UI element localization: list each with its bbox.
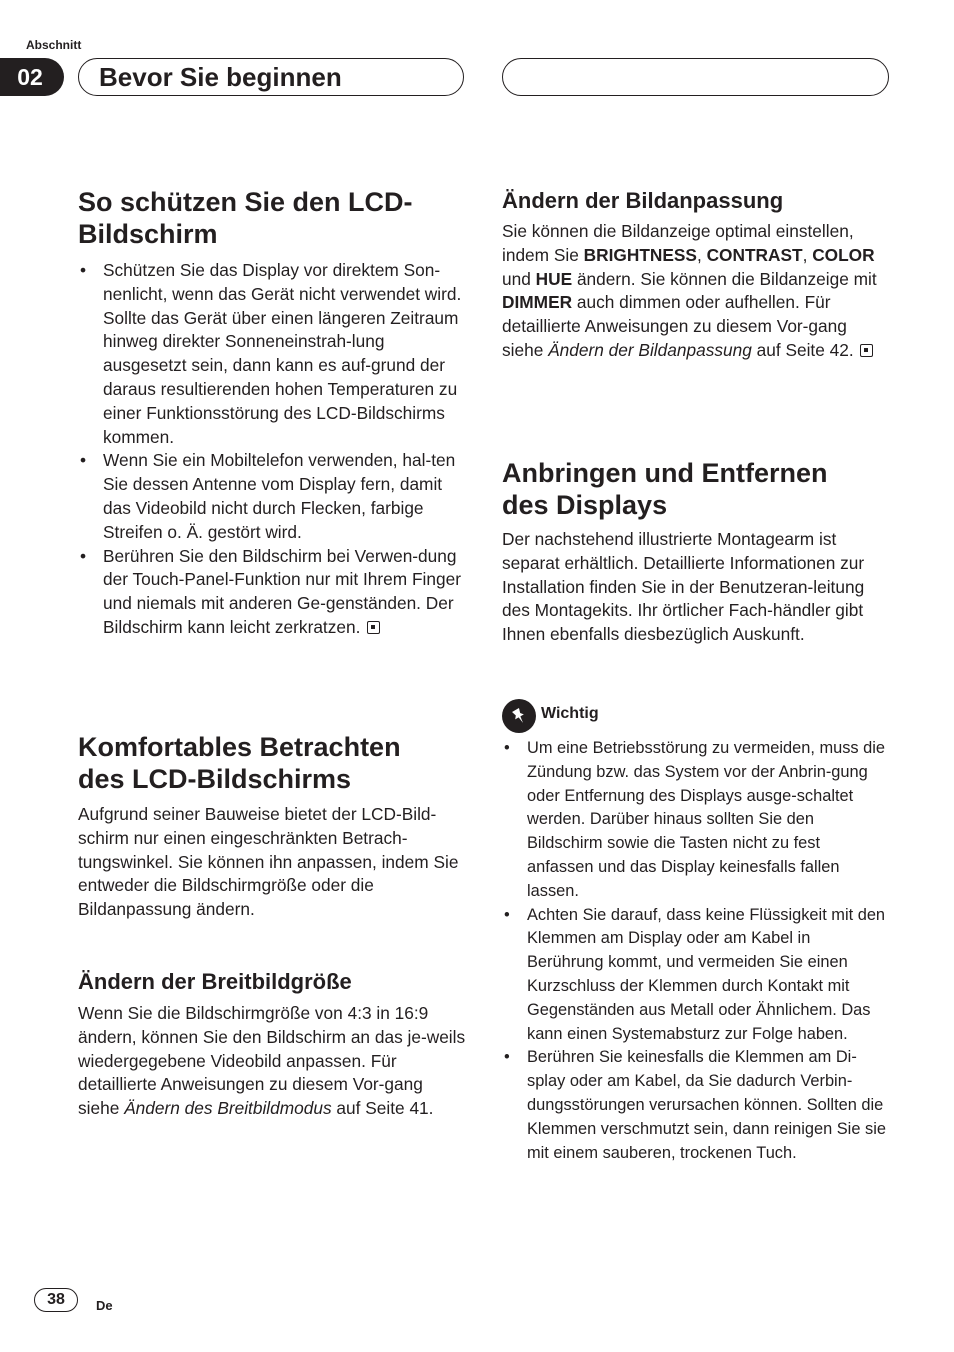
cross-reference: Ändern des Breitbildmodus — [124, 1098, 332, 1119]
heading-picture-adjust: Ändern der Bildanpassung — [502, 188, 784, 213]
list-item: • Berühren Sie den Bildschirm bei Verwen-dung der Touch-Panel-Funktion nur mit Ihrem Finger und niemals mit anderen Ge-genständen. Der Bildschirm kann leicht zerkratzen. — [78, 545, 466, 640]
list-item: • Schützen Sie das Display vor direktem Son-nenlicht, wenn das Gerät nicht verwendet wird. Sollte das Gerät über einen längeren Zeitraum hinweg direkter Sonneneinstrah-lung ausgesetzt sein, dann kann es auf-grund der daraus resultierenden hohen Temperaturen zu einer Funktionsstörung des LCD-Bildschirms kommen. — [78, 259, 466, 449]
heading-mount-display: Anbringen und Entfernen des Displays — [502, 458, 828, 520]
keyword: COLOR — [812, 244, 875, 265]
list-item: • Um eine Betriebsstörung zu vermeiden, muss die Zündung bzw. das System vor der Anbrin-gung oder Entfernung des Displays ausge-schaltet werden. Darüber hinaus sollten Sie den Bildschirm sowie die Tasten nicht zu fest anfassen und das Display keinesfalls fallen lassen. — [502, 737, 890, 904]
heading-lcd-protection: So schützen Sie den LCD- Bildschirm — [78, 187, 413, 249]
page-number: 38 — [34, 1288, 78, 1312]
keyword: DIMMER — [502, 292, 573, 313]
heading-wide-size: Ändern der Breitbildgröße — [78, 969, 352, 994]
chapter-title-box — [78, 58, 464, 96]
keyword: CONTRAST — [706, 244, 803, 265]
list-item: • Wenn Sie ein Mobiltelefon verwenden, hal-ten Sie dessen Antenne vom Display fern, damit das Videobild nicht durch Flecken, farbige Streifen o. Ä. gestört wird. — [78, 449, 466, 544]
header-empty-box — [502, 58, 889, 96]
language-code: De — [96, 1298, 113, 1313]
section-number-badge: 02 — [0, 58, 64, 96]
list-item: • Achten Sie darauf, dass keine Flüssigkeit mit den Klemmen am Display oder am Kabel in Berührung kommt, und vermeiden Sie einen Kurzschluss der Klemmen durch Kontakt mit Gegenständen aus Metall oder Ähnlichem. Das kann einen Systemabsturz zur Folge haben. — [502, 904, 890, 1047]
cross-reference: Ändern der Bildanpassung — [548, 339, 752, 360]
mount-display-text: Der nachstehend illustrierte Montagearm ist separat erhältlich. Detaillierte Informationen zur Installation finden Sie in der Benutzeran-leitung des Montagekits. Ihr örtlicher Fach-händler gibt Ihnen ebenfalls diesbezüglich Auskunft. — [502, 529, 865, 645]
end-mark-icon — [860, 344, 873, 357]
section-label: Abschnitt — [26, 38, 82, 52]
comfortable-viewing-text: Aufgrund seiner Bauweise bietet der LCD-Bild-schirm nur einen eingeschränkten Betrach-tungswinkel. Sie können ihn anpassen, indem Sie entweder die Bildschirmgröße oder die Bildanpassung ändern. — [78, 804, 459, 920]
heading-comfortable-viewing: Komfortables Betrachten des LCD-Bildschirms — [78, 732, 401, 794]
end-mark-icon — [367, 621, 380, 634]
picture-adjust-text: Sie können die Bildanzeige optimal einstellen, indem Sie BRIGHTNESS, CONTRAST, COLOR und HUE ändern. Sie können die Bildanzeige mit DIMMER auch dimmen oder aufhellen. Für detaillierte Anweisungen zu diesem Vor-gang siehe Ändern der Bildanpassung auf Seite 42. — [502, 221, 877, 360]
keyword: BRIGHTNESS — [583, 244, 697, 265]
keyword: HUE — [535, 268, 573, 289]
chapter-title: Bevor Sie beginnen — [99, 62, 342, 92]
wide-size-text: Wenn Sie die Bildschirmgröße von 4:3 in 16:9 ändern, können Sie den Bildschirm an das je-weils wiedergegebene Videobild anpassen. Für detaillierte Anweisungen zu diesem Vor-gang siehe Ändern des Breitbildmodus auf Seite 41. — [78, 1003, 466, 1119]
important-notes-list — [502, 737, 890, 1165]
list-item: • Berühren Sie keinesfalls die Klemmen am Di-splay oder am Kabel, da Sie dadurch Verbin-dungsstörungen verursachen können. Sollten die Klemmen verschmutzt sein, dann reinigen Sie sie mit einem sauberen, trockenen Tuch. — [502, 1046, 890, 1165]
lcd-protection-list — [78, 259, 466, 640]
important-label: Wichtig — [541, 705, 599, 722]
pin-icon — [502, 699, 536, 733]
